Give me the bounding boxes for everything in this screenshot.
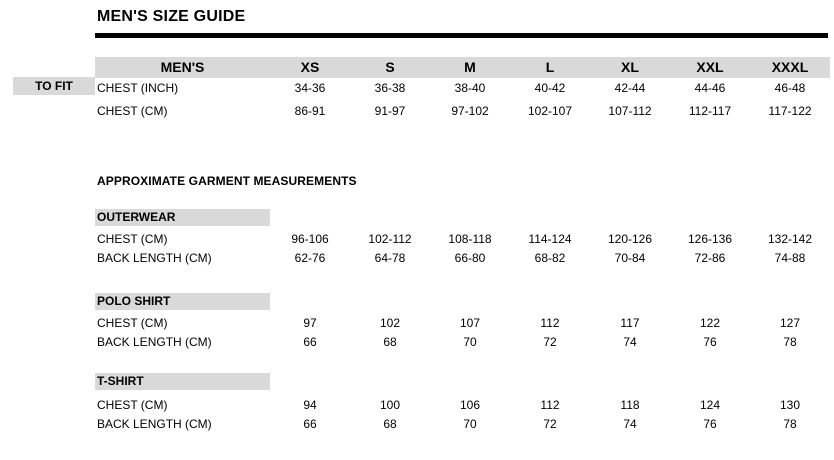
section-header-polo-shirt: POLO SHIRT — [95, 293, 270, 310]
column-header-size: L — [545, 59, 555, 75]
row-value: 118 — [620, 398, 640, 412]
column-header-size: XXXL — [771, 59, 809, 75]
column-header-size: XXL — [696, 59, 724, 75]
row-value: 112 — [540, 398, 560, 412]
row-value: 97-102 — [451, 104, 489, 118]
row-value: 100 — [379, 398, 401, 412]
row-value: 120-126 — [607, 232, 653, 246]
row-value: 70-84 — [614, 251, 646, 265]
row-value: 122 — [699, 316, 721, 330]
column-header-size: XL — [621, 59, 639, 75]
row-label: CHEST (CM) — [97, 398, 168, 412]
row-value: 91-97 — [374, 104, 406, 118]
row-value: 74 — [623, 417, 637, 431]
row-label: CHEST (CM) — [97, 104, 168, 118]
row-label: CHEST (CM) — [97, 316, 168, 330]
row-value: 94 — [303, 398, 317, 412]
tshirt-row-back-length — [95, 415, 830, 434]
row-value: 107-112 — [608, 104, 652, 118]
row-value: 66 — [303, 335, 317, 349]
row-value: 114-124 — [528, 232, 572, 246]
section-header-outerwear: OUTERWEAR — [95, 209, 270, 226]
column-header-size: XS — [300, 59, 320, 75]
row-value: 42-44 — [614, 81, 646, 95]
row-value: 108-118 — [448, 232, 492, 246]
outerwear-row-chest — [95, 230, 830, 249]
row-value: 68 — [383, 335, 397, 349]
row-value: 107 — [459, 316, 481, 330]
row-value: 74 — [623, 335, 637, 349]
row-value: 78 — [783, 417, 797, 431]
row-label: BACK LENGTH (CM) — [97, 335, 212, 349]
row-value: 126-136 — [687, 232, 733, 246]
row-value: 66-80 — [454, 251, 486, 265]
row-value: 102 — [379, 316, 401, 330]
row-value: 66 — [303, 417, 317, 431]
row-value: 72 — [543, 335, 557, 349]
row-value: 102-107 — [527, 104, 573, 118]
row-value: 36-38 — [374, 81, 406, 95]
row-value: 132-142 — [767, 232, 813, 246]
row-value: 76 — [703, 335, 717, 349]
row-value: 40-42 — [534, 81, 566, 95]
row-value: 96-106 — [291, 232, 329, 246]
size-table-header-row — [95, 57, 830, 78]
title-divider-rule — [95, 33, 828, 38]
polo-row-chest — [95, 314, 830, 333]
row-value: 70 — [463, 417, 477, 431]
row-value: 64-78 — [374, 251, 406, 265]
row-label: BACK LENGTH (CM) — [97, 417, 212, 431]
row-value: 72 — [543, 417, 557, 431]
row-value: 68 — [383, 417, 397, 431]
row-value: 68-82 — [534, 251, 566, 265]
row-value: 112-117 — [688, 104, 732, 118]
outerwear-row-back-length — [95, 249, 830, 268]
row-value: 70 — [463, 335, 477, 349]
row-value: 76 — [703, 417, 717, 431]
row-value: 112 — [540, 316, 560, 330]
tshirt-row-chest — [95, 396, 830, 415]
row-value: 72-86 — [694, 251, 726, 265]
row-value: 44-46 — [694, 81, 726, 95]
column-header-label: MEN'S — [160, 59, 205, 75]
to-fit-side-label: TO FIT — [13, 77, 95, 95]
row-value: 38-40 — [454, 81, 486, 95]
row-value: 117-122 — [768, 104, 812, 118]
row-value: 117 — [620, 316, 640, 330]
section-header-t-shirt: T-SHIRT — [95, 373, 270, 390]
row-value: 127 — [779, 316, 801, 330]
row-label: BACK LENGTH (CM) — [97, 251, 212, 265]
column-header-size: S — [385, 59, 395, 75]
row-value: 74-88 — [774, 251, 806, 265]
row-value: 86-91 — [294, 104, 326, 118]
row-value: 34-36 — [294, 81, 326, 95]
size-table-row-chest-cm — [95, 102, 830, 121]
column-header-size: M — [464, 59, 476, 75]
size-table-row-chest-inch — [95, 79, 830, 98]
row-label: CHEST (INCH) — [97, 81, 179, 95]
page-title: MEN'S SIZE GUIDE — [97, 8, 246, 25]
row-value: 78 — [783, 335, 797, 349]
row-value: 106 — [459, 398, 481, 412]
row-value: 62-76 — [294, 251, 326, 265]
polo-row-back-length — [95, 333, 830, 352]
row-label: CHEST (CM) — [97, 232, 168, 246]
row-value: 130 — [779, 398, 801, 412]
garment-measurements-heading: APPROXIMATE GARMENT MEASUREMENTS — [97, 174, 357, 188]
row-value: 97 — [303, 316, 317, 330]
row-value: 46-48 — [774, 81, 806, 95]
row-value: 124 — [699, 398, 721, 412]
row-value: 102-112 — [368, 232, 412, 246]
